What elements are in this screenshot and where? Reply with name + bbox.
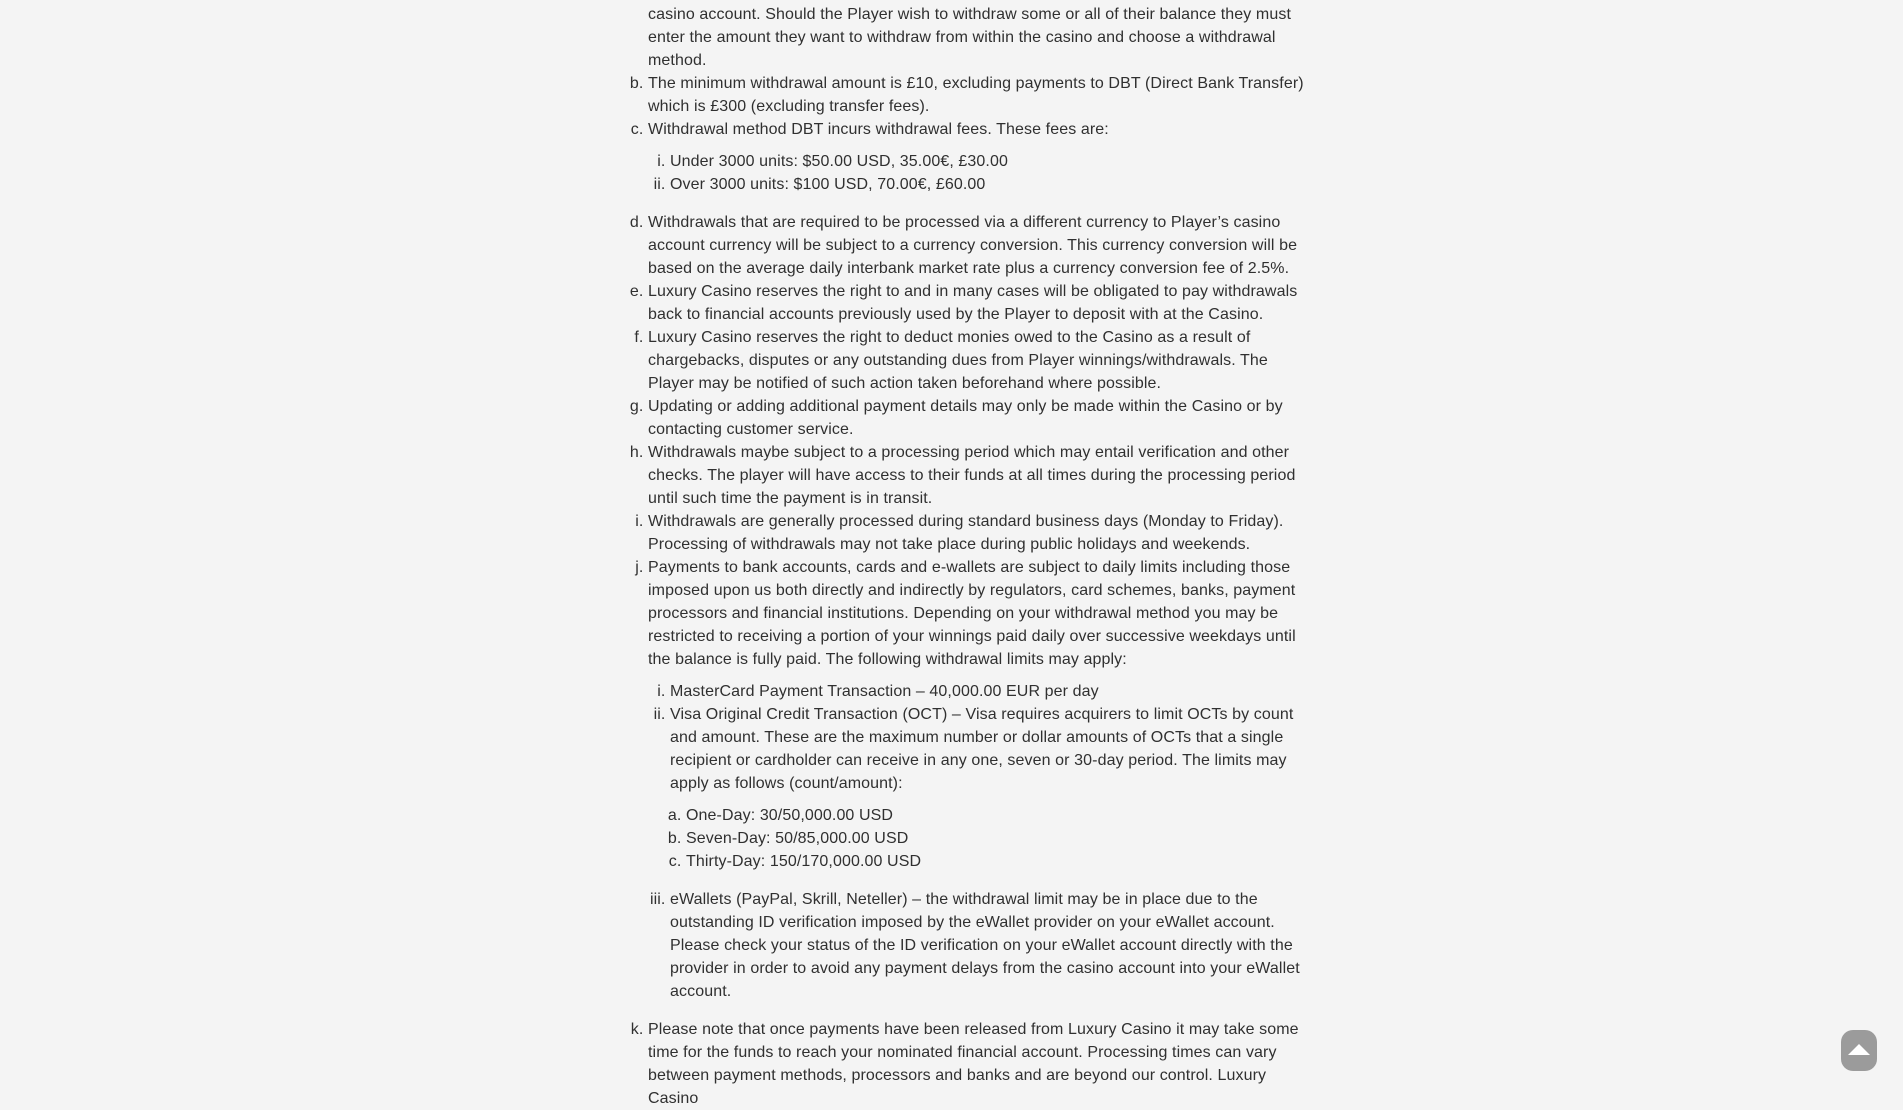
list-item-text: Luxury Casino reserves the right to deduct monies owed to the Casino as a result of chargebacks, disputes or any outstanding dues from Player winnings/withdrawals. The Player may be notified of such action taken beforehand where possible.: [648, 329, 1268, 392]
list-item-text: Payments to bank accounts, cards and e-wallets are subject to daily limits including those imposed upon us both directly and indirectly by regulators, card schemes, banks, payment processors and financial institutions. Depending on your withdrawal method you may be restricted to receiving a portion of your winnings paid daily over successive weekdays until the balance is fully paid. The following withdrawal limits may apply:: [648, 559, 1296, 668]
list-item-b: [648, 72, 1308, 118]
list-item-d: [648, 211, 1308, 280]
list-item-text: Withdrawals are generally processed during standard business days (Monday to Friday). Processing of withdrawals may not take place during public holidays and weekends.: [648, 513, 1284, 553]
list-item: b. Seven-Day: 50/85,000.00 USD: [686, 827, 1308, 850]
list-item-j: [648, 556, 1308, 1003]
list-item: c. Thirty-Day: 150/170,000.00 USD: [686, 850, 1308, 873]
list-item-ewallets: [670, 888, 1308, 1003]
list-item-visa-oct: [670, 703, 1308, 873]
list-item-f: [648, 326, 1308, 395]
list-item-c: [648, 118, 1308, 196]
list-item-text: eWallets (PayPal, Skrill, Neteller) – the withdrawal limit may be in place due to the outstanding ID verification imposed by the eWallet provider on your eWallet account. Please check your status of the ID verification on your eWallet account directly with the provider in order to avoid any payment delays from the casino account into your eWallet account.: [670, 891, 1300, 1000]
list-item-text: casino account. Should the Player wish to withdraw some or all of their balance they must enter the amount they want to withdraw from within the casino and choose a withdrawal method.: [648, 6, 1292, 69]
list-item-text: The minimum withdrawal amount is £10, excluding payments to DBT (Direct Bank Transfer) which is £300 (excluding transfer fees).: [648, 75, 1304, 115]
list-item: ii. Over 3000 units: $100 USD, 70.00€, £60.00: [670, 173, 1308, 196]
withdrawal-limits-sublist: [648, 680, 1308, 1003]
list-item-h: [648, 441, 1308, 510]
oct-limits-sublist: [670, 804, 1308, 873]
list-item-text: MasterCard Payment Transaction – 40,000.00 EUR per day: [670, 683, 1099, 700]
dbt-fees-sublist: [648, 150, 1308, 196]
list-item-k: [648, 1018, 1308, 1110]
list-item-text: Visa Original Credit Transaction (OCT) – Visa requires acquirers to limit OCTs by count and amount. These are the maximum number or dollar amounts of OCTs that a single recipient or cardholder can receive in any one, seven or 30-day period. The limits may apply as follows (count/amount):: [670, 706, 1294, 792]
terms-and-conditions-text: [622, 3, 1308, 1110]
withdrawal-terms-list: [622, 3, 1308, 1110]
list-item-text: Please note that once payments have been released from Luxury Casino it may take some time for the funds to reach your nominated financial account. Processing times can vary between payment methods, processors and banks and are beyond our control. Luxury Casino: [648, 1021, 1299, 1107]
list-item: i. Under 3000 units: $50.00 USD, 35.00€, £30.00: [670, 150, 1308, 173]
list-item-g: [648, 395, 1308, 441]
list-item-mastercard: [670, 680, 1308, 703]
list-item-text: Updating or adding additional payment details may only be made within the Casino or by contacting customer service.: [648, 398, 1283, 438]
list-item-text: Withdrawals maybe subject to a processing period which may entail verification and other checks. The player will have access to their funds at all times during the processing period until such time the payment is in transit.: [648, 444, 1296, 507]
scroll-to-top-button[interactable]: [1841, 1030, 1877, 1071]
list-item-text: Withdrawals that are required to be processed via a different currency to Player’s casino account currency will be subject to a currency conversion. This currency conversion will be based on the average daily interbank market rate plus a currency conversion fee of 2.5%.: [648, 214, 1298, 277]
list-item-e: [648, 280, 1308, 326]
arrow-up-icon: [1848, 1044, 1870, 1055]
list-item-text: Withdrawal method DBT incurs withdrawal fees. These fees are:: [648, 121, 1109, 138]
list-item-a-continuation: [648, 3, 1308, 72]
list-item: a. One-Day: 30/50,000.00 USD: [686, 804, 1308, 827]
list-item-text: Luxury Casino reserves the right to and in many cases will be obligated to pay withdrawals back to financial accounts previously used by the Player to deposit with at the Casino.: [648, 283, 1298, 323]
list-item-i: [648, 510, 1308, 556]
